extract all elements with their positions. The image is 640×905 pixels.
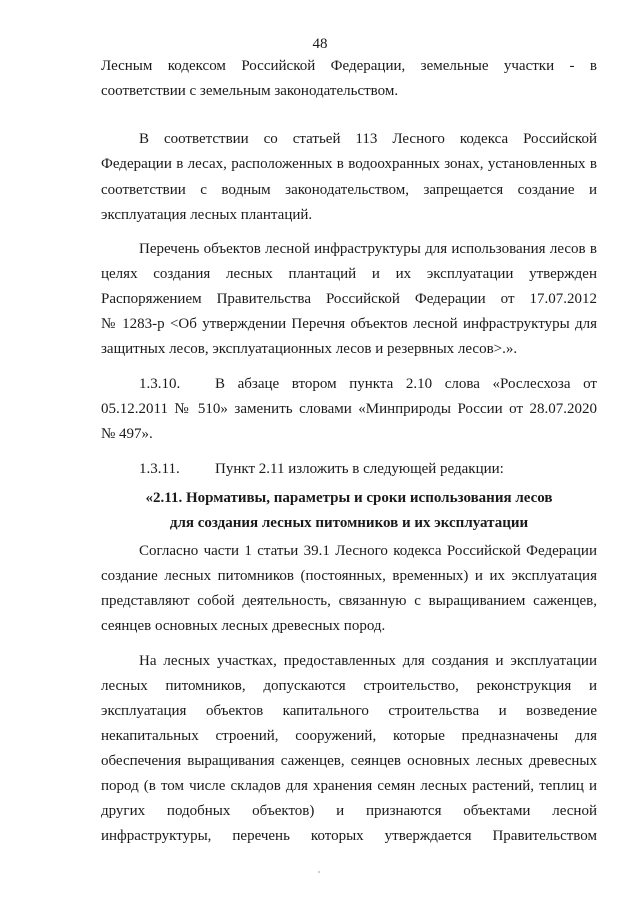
text-line: Федерации в лесах, расположенных в водоохранных зонах, установленных в xyxy=(101,156,597,172)
section-heading: для создания лесных питомников и их эксплуатации xyxy=(169,515,529,531)
text-line: № 497». xyxy=(101,426,153,442)
text-line: создание лесных питомников (постоянных, временных) и их эксплуатация xyxy=(101,568,597,584)
text-line: На лесных участках, предоставленных для создания и эксплуатации xyxy=(139,653,597,669)
text-line: Перечень объектов лесной инфраструктуры для использования лесов в xyxy=(139,241,597,257)
text-line: пород (в том числе складов для хранения семян лесных растений, теплиц и xyxy=(101,778,597,794)
scan-speck xyxy=(318,871,320,873)
text-line: Согласно части 1 статьи 39.1 Лесного кодекса Российской Федерации xyxy=(139,543,597,559)
item-text: Пункт 2.11 изложить в следующей редакции: xyxy=(215,461,504,477)
text-line: В соответствии со статьей 113 Лесного кодекса Российской xyxy=(139,131,597,147)
text-line: инфраструктуры, перечень которых утверждается Правительством xyxy=(101,828,597,844)
text-line: соответствии с водным законодательством, запрещается создание и xyxy=(101,182,597,198)
item-text: В абзаце втором пункта 2.10 слова «Рослесхоза от xyxy=(215,376,597,392)
text-line: защитных лесов, эксплуатационных лесов и резервных лесов>.». xyxy=(101,341,518,357)
item-number: 1.3.10. xyxy=(139,376,181,392)
text-line: представляют собой деятельность, связанную с выращиванием саженцев, xyxy=(101,593,597,609)
item-1-3-10 xyxy=(139,374,597,394)
text-line: 05.12.2011 № 510» заменить словами «Минприроды России от 28.07.2020 xyxy=(101,401,597,417)
text-line: сеянцев основных лесных древесных пород. xyxy=(101,618,386,634)
item-1-3-11 xyxy=(139,459,597,479)
text-line: обеспечения выращивания саженцев, сеянцев основных лесных древесных xyxy=(101,753,597,769)
text-line: некапитальных строений, сооружений, которые предназначены для xyxy=(101,728,597,744)
text-line: эксплуатация объектов капитального строительства и возведение xyxy=(101,703,597,719)
text-line: № 1283-р <Об утверждении Перечня объектов лесной инфраструктуры для xyxy=(101,316,597,332)
text-line: целях создания лесных плантаций и их эксплуатации утвержден xyxy=(101,266,597,282)
section-heading: «2.11. Нормативы, параметры и сроки использования лесов xyxy=(145,490,553,506)
page-number: 48 xyxy=(312,36,328,52)
text-line: лесных питомников, допускаются строительство, реконструкция и xyxy=(101,678,597,694)
text-line: эксплуатация лесных плантаций. xyxy=(101,207,313,223)
text-line: других подобных объектов) и признаются объектами лесной xyxy=(101,803,597,819)
text-line: соответствии с земельным законодательством. xyxy=(101,83,399,99)
text-line: Распоряжением Правительства Российской Федерации от 17.07.2012 xyxy=(101,291,597,307)
text-line: Лесным кодексом Российской Федерации, земельные участки - в xyxy=(101,58,597,74)
item-number: 1.3.11. xyxy=(139,461,180,477)
